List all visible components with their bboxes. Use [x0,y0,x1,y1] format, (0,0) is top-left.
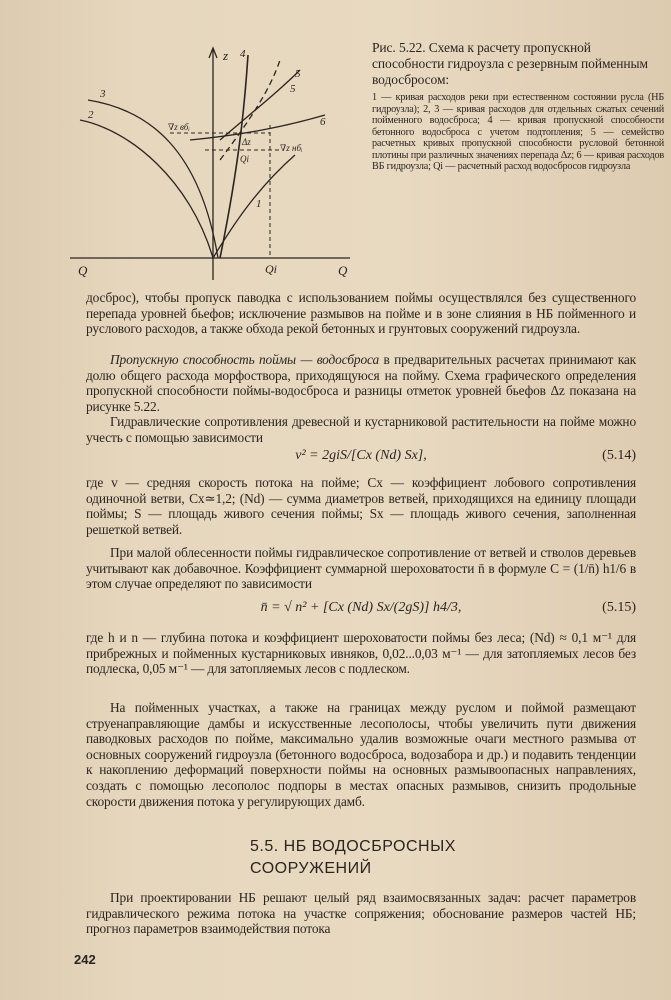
section-heading-line-2: СООРУЖЕНИЙ [250,860,372,877]
paragraph-3: Гидравлические сопротивления древесной и кустарниковой растительности на пойме можно учесть с помощью зависимости [86,414,636,445]
curve-5-label-a: 5 [295,68,301,80]
curve-1-label: 1 [256,198,262,210]
section-heading [250,836,510,880]
axis-q-left-label: Q [78,263,88,278]
dz-label: Δz [242,137,251,147]
section-heading-line-1: 5.5. НБ ВОДОСБРОСНЫХ [250,838,456,855]
formula-5-15 [86,600,636,622]
formula-5-14 [86,448,636,470]
curve-4-label: 4 [240,48,246,60]
figure-5-22 [70,30,365,285]
paragraph-2: Пропускную способность поймы — водосброса в предварительных расчетах принимают как долю общего расхода морфоствора, приходящуюся на пойму. Схема графического определения пропускной способности поймы-водосброса и разницы отметок уровней бьефов Δz показана на рисунке 5.22. [86,352,636,414]
paragraph-1: досброс), чтобы пропуск паводка с использованием поймы осуществлялся без существенного перепада уровней бьефов; исключение размывов на пойме и в зоне слияния в НБ пойменного и руслового расходов, а также обхода рекой бетонных и грунтовых сооружений гидроузла. [86,290,636,337]
curve-2-label: 2 [88,109,94,121]
curve-1 [213,155,295,258]
caption-title: Рис. 5.22. Схема к расчету пропускной способности гидроузла с резервным пойменным водосбросом: [372,40,648,87]
paragraph-4: где v — средняя скорость потока на пойме; Cx — коэффициент лобового сопротивления одиночной ветви, Cx≃1,2; (Nd) — сумма диаметров ветвей, приходящихся на единицу площади поймы; S — площадь живого сечения поймы; Sx — площадь живого сечения, заполненная решеткой ветвей. [86,475,636,537]
formula-5-15-number: (5.15) [602,600,636,615]
figure-caption [372,40,664,173]
curve-3-label: 3 [100,88,106,100]
formula-5-15-body: n̄ = √ n² + [Cx (Nd) Sx/(2gS)] h4/3, [260,600,462,615]
formula-5-14-body: v² = 2giS/[Cx (Nd) Sx], [295,448,427,463]
nb-level-label: ∇z нбᵢ [280,143,303,153]
curve-6 [190,115,325,140]
axis-q-right-label: Q [338,263,348,278]
formula-5-14-number: (5.14) [602,448,636,463]
paragraph-5: При малой облесенности поймы гидравлическое сопротивление от ветвей и стволов деревьев учитывают как добавочное. Коэффициент суммарной шероховатости n̄ в формуле C = (1/n̄) h1/6 в этом случае определяют по зависимости [86,545,636,592]
term-pojma-vodosbros: Пропускную способность поймы — водосброса [110,352,380,367]
caption-body: 1 — кривая расходов реки при естественном состоянии русла (НБ гидроузла); 2, 3 — кривая расходов для отдельных сжатых сечений пойменного водосброса; 4 — кривая пропускной способности бетонного водосброса с учетом подтопления; 5 — семейство расчетных кривых пропускной способности русловой бетонной плотины при различных значениях перепада Δz; 6 — кривая расходов ВБ гидроузла; Qi — расчетный расход водосбросов гидроузла [372,92,664,172]
curve-5b [220,70,300,140]
paragraph-6: где h и n — глубина потока и коэффициент шероховатости поймы без леса; (Nd) ≈ 0,1 м⁻¹ для прибрежных и пойменных кустарниковых ивняков, 0,02...0,03 м⁻¹ — для затопляемых лесов без подлеска, 0,05 м⁻¹ — для затопляемых лесов с подлеском. [86,630,636,677]
curve-6-label: 6 [320,116,326,128]
vb-level-label: ∇z вбᵢ [168,122,190,132]
curve-5-label-b: 5 [290,83,296,95]
curve-3 [88,100,218,258]
paragraph-7: На пойменных участках, а также на границах между руслом и поймой размещают струенаправляющие дамбы и искусственные лесополосы, чтобы увеличить пути движения паводковых расходов по пойме, максимально удалив возможные очаги местного размыва от основных сооружений гидроузла (бетонного водосброса, водозабора и др.) и подавить тенденции к накоплению деформаций поверхности поймы на основных размывоопасных направлениях, создать с помощью лесополос подпоры в местах опасных размывов, снизить продольные скорости движения потока у регулирующих дамб. [86,700,636,809]
page-number: 242 [74,952,96,967]
curve-2 [80,120,213,258]
qi-small-label: Qi [240,154,249,164]
paragraph-8: При проектировании НБ решают целый ряд взаимосвязанных задач: расчет параметров гидравлического режима потока на участке сопряжения; обоснование размеров частей НБ; прогноз параметров взаимодействия потока [86,890,636,937]
axis-z-label: z [223,48,229,63]
qi-label: Qi [265,262,277,276]
